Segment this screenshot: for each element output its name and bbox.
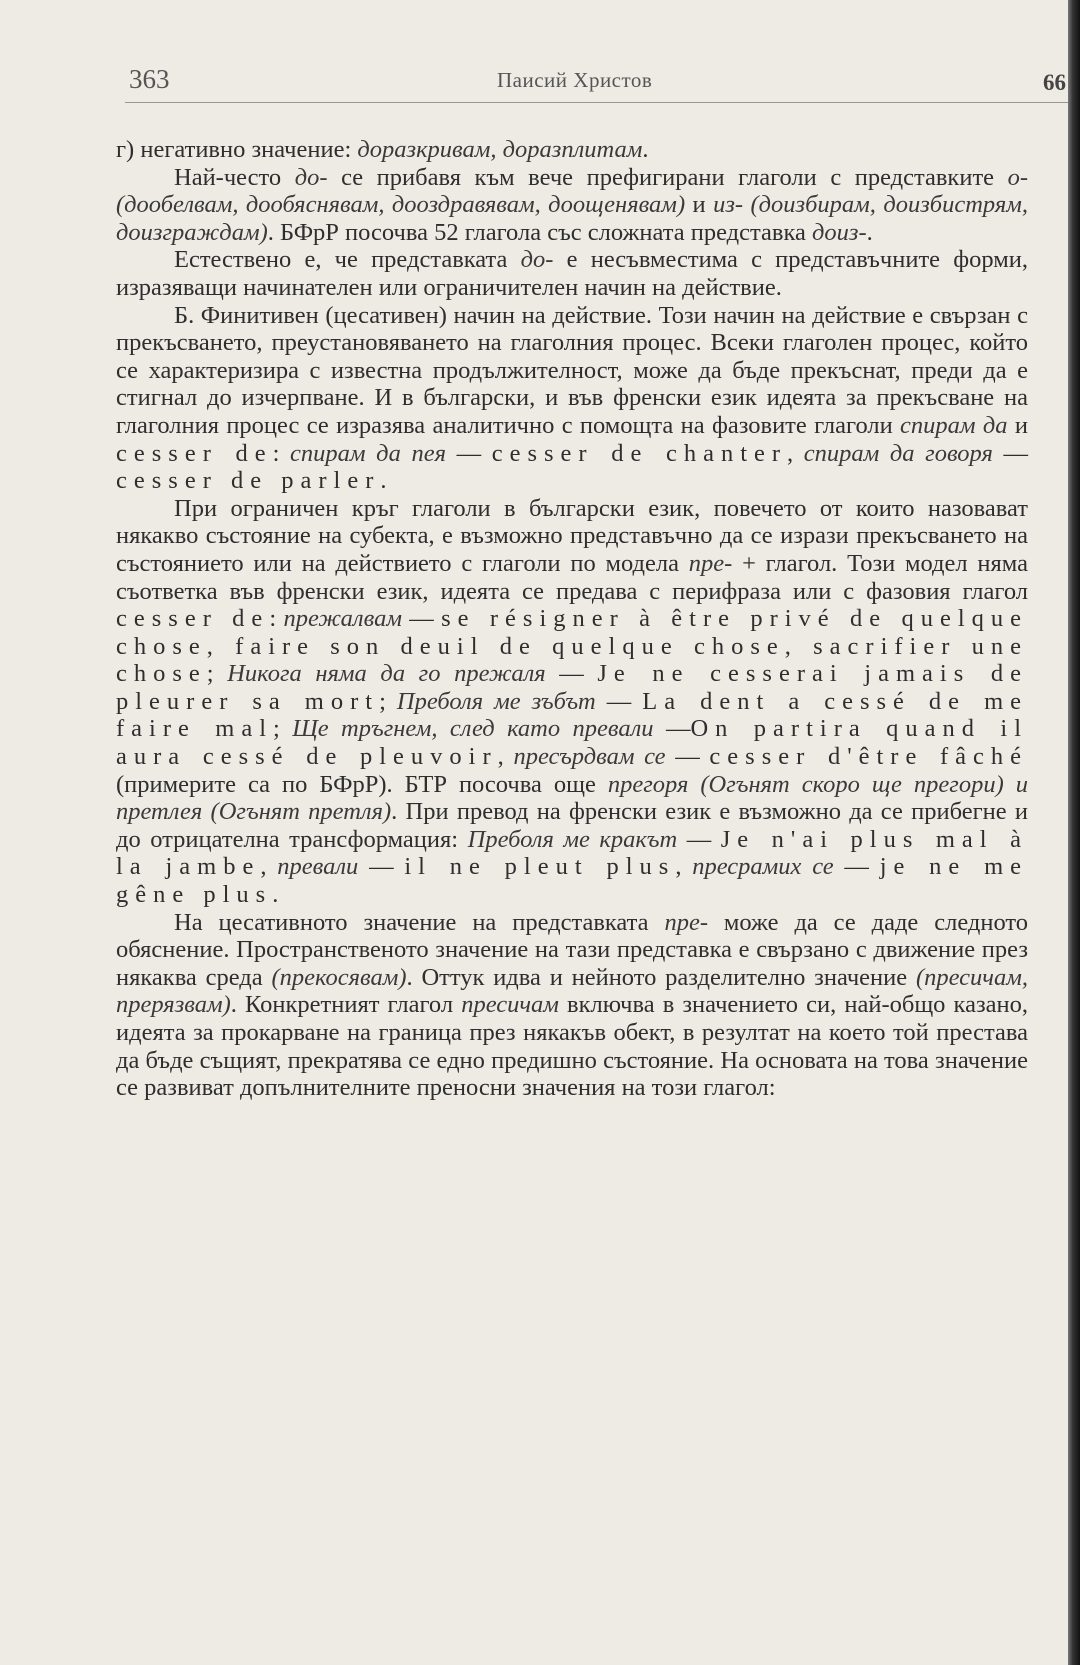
italic-term: пре- — [688, 549, 733, 577]
text-run: . Оттук идва и нейното разделително значение — [406, 963, 916, 991]
text-run: ; — [206, 660, 228, 688]
book-spine-edge — [1068, 0, 1080, 1665]
paragraph — [116, 495, 1028, 909]
text-run: : — [269, 605, 284, 633]
running-header — [125, 60, 1068, 100]
text-run: се прибавя към вече префигирани глаголи с представките — [327, 163, 1008, 191]
text-run: . — [380, 467, 387, 495]
page-number-left: 363 — [129, 64, 170, 94]
text-run: При ограничен кръг глаголи в български език, повечето от които назовават някакво състояние на субекта, е възможно представъчно да се изрази прекъсването на състоянието или на действието с глаголи по модела — [116, 494, 1028, 577]
italic-term: спирам да — [900, 411, 1008, 439]
text-run: — — [653, 715, 691, 743]
text-run: : — [272, 439, 291, 467]
french-example: cesser de — [116, 439, 273, 467]
paragraph — [116, 246, 1028, 301]
body-text — [116, 136, 1028, 1102]
italic-term: превали — [277, 853, 359, 881]
french-example: Je ne cesserai jamais de pleurer sa mort — [116, 660, 1028, 715]
text-run: , — [675, 853, 693, 881]
italic-term: Преболя ме кракът — [467, 825, 678, 853]
text-run: (примерите са по БФрР). БТР посочва още — [116, 770, 608, 798]
french-example: cesser de — [116, 605, 270, 633]
italic-term: доразкривам, доразплитам — [357, 136, 643, 163]
french-example: La dent a cessé de me faire mal — [116, 687, 1028, 743]
text-run: Най-често — [174, 163, 295, 191]
italic-term: (прекосявам) — [271, 963, 407, 991]
italic-term: пресърдвам се — [513, 743, 666, 771]
text-run: е несъвместима с представъчните форми, изразяващи начинателен или ограничителен начин на действие. — [116, 246, 1028, 301]
text-run: — — [445, 439, 492, 467]
text-run: — — [401, 605, 442, 633]
text-run: ; — [273, 715, 293, 743]
text-run: — — [358, 853, 405, 881]
text-run: Естествено е, че представката — [174, 246, 521, 274]
italic-term: до- — [294, 163, 328, 191]
italic-term: и претлея (Огънят претля) — [116, 770, 1028, 826]
text-run: включва в значението си, най-общо казано, идеята за прокарване на граница през някакъв обект, в резултат на което той престава да бъде същият, прекратява се едно предишно състояние. На основата на това значение се развиват допълнителните преносни значения на този глагол: — [116, 991, 1029, 1102]
french-example: Je n'ai plus mal à la jambe — [116, 825, 1028, 881]
paragraph — [116, 909, 1028, 1102]
text-run: . БФрР посочва 52 глагола със сложната представка — [267, 218, 813, 246]
text-run: . — [272, 881, 279, 909]
text-run: ; — [379, 687, 397, 715]
text-run: . Конкретният глагол — [230, 991, 462, 1019]
text-run: — — [833, 853, 880, 881]
text-run: и — [1007, 411, 1028, 439]
text-run: . — [642, 136, 649, 163]
french-example: cesser d'être fâché — [709, 743, 1029, 771]
running-title: Паисий Христов — [497, 68, 653, 92]
italic-term: (дообелвам, дообяснявам, дооздравявам, доощенявам) — [116, 191, 686, 219]
text-run: Б. Финитивен (цесативен) начин на действие. Този начин на действие е свързан с прекъсването, преустановяването на глаголния процес. Всеки глаголен процес, който се характеризира с известна продължителност, може да бъде прекъснат, преди да е стигнал до изчерпване. И в български, и във френски език идеята за прекъсване на глаголния процес се изразява аналитично с помощта на фазовите глаголи — [116, 301, 1028, 439]
text-run: и — [685, 191, 714, 219]
italic-term: (пресичам, прерязвам) — [116, 963, 1028, 1019]
french-example: cesser de chanter — [491, 439, 788, 467]
italic-term: о- — [1007, 163, 1028, 191]
italic-term: пресичам — [461, 991, 559, 1019]
text-run: — — [545, 660, 598, 688]
italic-term: доиз- — [812, 218, 867, 246]
paragraph — [116, 136, 1028, 164]
italic-term: Ще тръгнем, след като превали — [292, 715, 654, 743]
text-run: . При превод на френски език е възможно да се прибегне и до отрицателна трансформация: — [116, 798, 1029, 853]
text-run: — — [595, 687, 643, 715]
text-run: + глагол. Този модел няма съответка във френски език, идеята се предава с перифраза или с фазовия глагол — [116, 549, 1028, 605]
text-run: На цесативното значение на представката — [174, 908, 665, 936]
text-run: — — [992, 439, 1028, 467]
text-run: може да се даде следното обяснение. Пространственото значение на тази представка е свързано с движение през някаква среда — [116, 908, 1029, 991]
french-example: je ne me gêne plus — [116, 853, 1029, 909]
paragraph — [116, 302, 1028, 495]
text-run: — — [677, 825, 721, 853]
italic-term: до- — [520, 246, 554, 274]
italic-term: прегоря (Огънят скоро ще прегори) — [607, 770, 1004, 798]
french-example: On partira quand il aura cessé de pleuvoir — [116, 715, 1029, 771]
italic-term: пресрамих се — [692, 853, 834, 881]
text-run — [1004, 771, 1016, 798]
page-number-right: 66 — [1043, 70, 1066, 95]
french-example: il ne pleut plus — [404, 853, 676, 881]
text-run: г) негативно значение: — [116, 136, 358, 163]
italic-term: (доизбирам, доизбистрям, доизграждам) — [116, 191, 1028, 246]
header-rule — [125, 102, 1068, 103]
french-example: se résigner à être privé de quelque chose, faire son deuil de quelque chose, sacrifier une chose — [116, 605, 1029, 688]
text-run: — — [665, 743, 710, 771]
french-example: cesser de parler — [116, 467, 381, 495]
paragraph — [116, 164, 1028, 247]
italic-term: из- — [713, 191, 744, 219]
text-run: , — [260, 853, 278, 881]
italic-term: пре- — [664, 908, 709, 936]
text-run: , — [787, 439, 804, 467]
text-run: . — [866, 218, 873, 246]
text-run: , — [497, 743, 514, 771]
italic-term: спирам да говоря — [803, 439, 993, 467]
italic-term: Никога няма да го прежаля — [227, 660, 546, 688]
italic-term: Преболя ме зъбът — [396, 687, 596, 715]
italic-term: спирам да пея — [290, 439, 446, 467]
italic-term: прежалвам — [283, 605, 402, 633]
